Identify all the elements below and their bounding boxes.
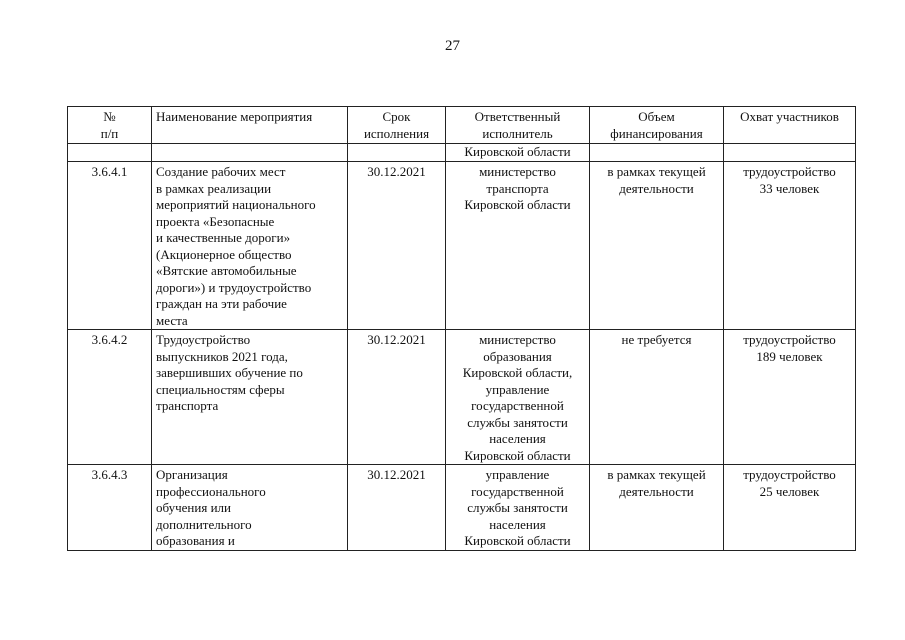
header-financing: Объем финансирования — [590, 107, 724, 144]
header-name: Наименование мероприятия — [152, 107, 348, 144]
row-num: 3.6.4.2 — [68, 330, 152, 465]
row-date: 30.12.2021 — [348, 465, 446, 551]
page-number: 27 — [445, 38, 460, 54]
header-date: Срок исполнения — [348, 107, 446, 144]
row-num: 3.6.4.3 — [68, 465, 152, 551]
row-coverage: трудоустройство 33 человек — [724, 162, 856, 330]
row-coverage: трудоустройство 189 человек — [724, 330, 856, 465]
row-num: 3.6.4.1 — [68, 162, 152, 330]
row-coverage: трудоустройство 25 человек — [724, 465, 856, 551]
row-financing: в рамках текущей деятельности — [590, 465, 724, 551]
continuation-responsible: Кировской области — [446, 144, 590, 162]
row-date: 30.12.2021 — [348, 330, 446, 465]
row-name: Трудоустройство выпускников 2021 года, завершивших обучение по специальностям сферы транспорта — [152, 330, 348, 465]
row-responsible: министерство транспорта Кировской области — [446, 162, 590, 330]
header-responsible: Ответственный исполнитель — [446, 107, 590, 144]
row-financing: не требуется — [590, 330, 724, 465]
events-table — [67, 106, 856, 551]
header-coverage: Охват участников — [724, 107, 856, 144]
row-responsible: министерство образования Кировской области, управление государственной службы занятости населения Кировской области — [446, 330, 590, 465]
continuation-row — [68, 144, 856, 162]
row-date: 30.12.2021 — [348, 162, 446, 330]
table-row — [68, 465, 856, 551]
table-row — [68, 330, 856, 465]
table-header-row — [68, 107, 856, 144]
row-financing: в рамках текущей деятельности — [590, 162, 724, 330]
header-num: № п/п — [68, 107, 152, 144]
row-name: Организация профессионального обучения или дополнительного образования и — [152, 465, 348, 551]
table-row — [68, 162, 856, 330]
row-name: Создание рабочих мест в рамках реализации мероприятий национального проекта «Безопасные и качественные дороги» (Акционерное общество «Вятские автомобильные дороги») и трудоустройство граждан на эти рабочие места — [152, 162, 348, 330]
row-responsible: управление государственной службы занятости населения Кировской области — [446, 465, 590, 551]
